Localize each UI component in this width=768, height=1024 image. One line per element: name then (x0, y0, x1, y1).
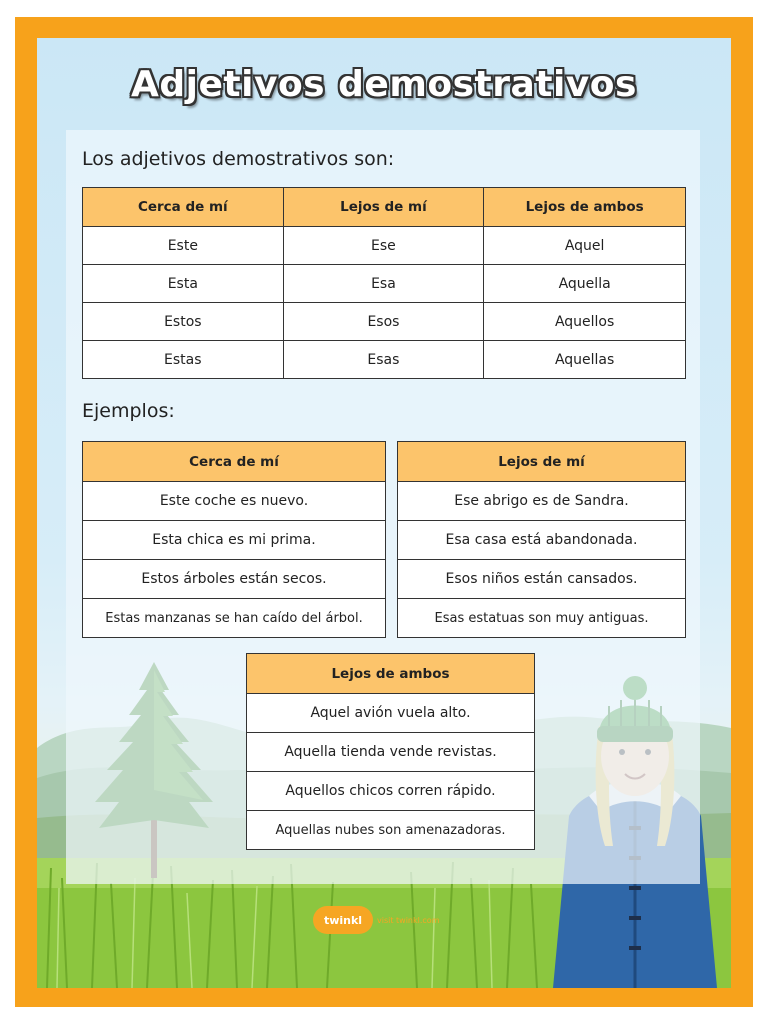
table-cell: Ese (283, 227, 484, 265)
logo-url: visit twinkl.com (377, 916, 440, 925)
column-header-far: Lejos de mí (283, 188, 484, 227)
table-cell: Este (83, 227, 284, 265)
examples-far-table (397, 441, 686, 638)
example-sentence: Aquel avión vuela alto. (247, 694, 535, 733)
table-cell: Esta (83, 265, 284, 303)
twinkl-logo (313, 906, 373, 934)
column-header-near: Cerca de mí (83, 442, 386, 482)
table-cell: Esa (283, 265, 484, 303)
table-row (247, 733, 535, 772)
table-row (398, 560, 686, 599)
table-row (398, 599, 686, 638)
column-header-both: Lejos de ambos (484, 188, 686, 227)
example-sentence: Esos niños están cansados. (398, 560, 686, 599)
table-cell: Estas (83, 341, 284, 379)
column-header-near: Cerca de mí (83, 188, 284, 227)
poster (37, 38, 731, 988)
table-row (247, 811, 535, 850)
column-header-far: Lejos de mí (398, 442, 686, 482)
table-cell: Aquella (484, 265, 686, 303)
example-sentence: Aquella tienda vende revistas. (247, 733, 535, 772)
table-row (398, 521, 686, 560)
table-row (83, 303, 686, 341)
table-row (83, 341, 686, 379)
table-row (83, 227, 686, 265)
example-sentence: Este coche es nuevo. (83, 482, 386, 521)
intro-heading: Los adjetivos demostrativos son: (82, 148, 395, 170)
example-sentence: Estas manzanas se han caído del árbol. (83, 599, 386, 638)
table-row (83, 599, 386, 638)
table-cell: Estos (83, 303, 284, 341)
example-sentence: Esta chica es mi prima. (83, 521, 386, 560)
table-row (83, 560, 386, 599)
logo-text: twinkl (323, 913, 363, 927)
examples-heading: Ejemplos: (82, 400, 175, 422)
table-row (247, 694, 535, 733)
column-header-both: Lejos de ambos (247, 654, 535, 694)
table-cell: Esos (283, 303, 484, 341)
table-row (83, 521, 386, 560)
table-cell: Aquellas (484, 341, 686, 379)
examples-both-table (246, 653, 535, 850)
table-row (83, 482, 386, 521)
example-sentence: Estos árboles están secos. (83, 560, 386, 599)
page-title: Adjetivos demostrativos (131, 64, 637, 105)
example-sentence: Aquellos chicos corren rápido. (247, 772, 535, 811)
table-cell: Aquel (484, 227, 686, 265)
demonstratives-table (82, 187, 686, 379)
example-sentence: Esas estatuas son muy antiguas. (398, 599, 686, 638)
example-sentence: Aquellas nubes son amenazadoras. (247, 811, 535, 850)
table-row (83, 265, 686, 303)
table-cell: Esas (283, 341, 484, 379)
examples-near-table (82, 441, 386, 638)
table-row (398, 482, 686, 521)
example-sentence: Esa casa está abandonada. (398, 521, 686, 560)
example-sentence: Ese abrigo es de Sandra. (398, 482, 686, 521)
table-row (247, 772, 535, 811)
table-cell: Aquellos (484, 303, 686, 341)
